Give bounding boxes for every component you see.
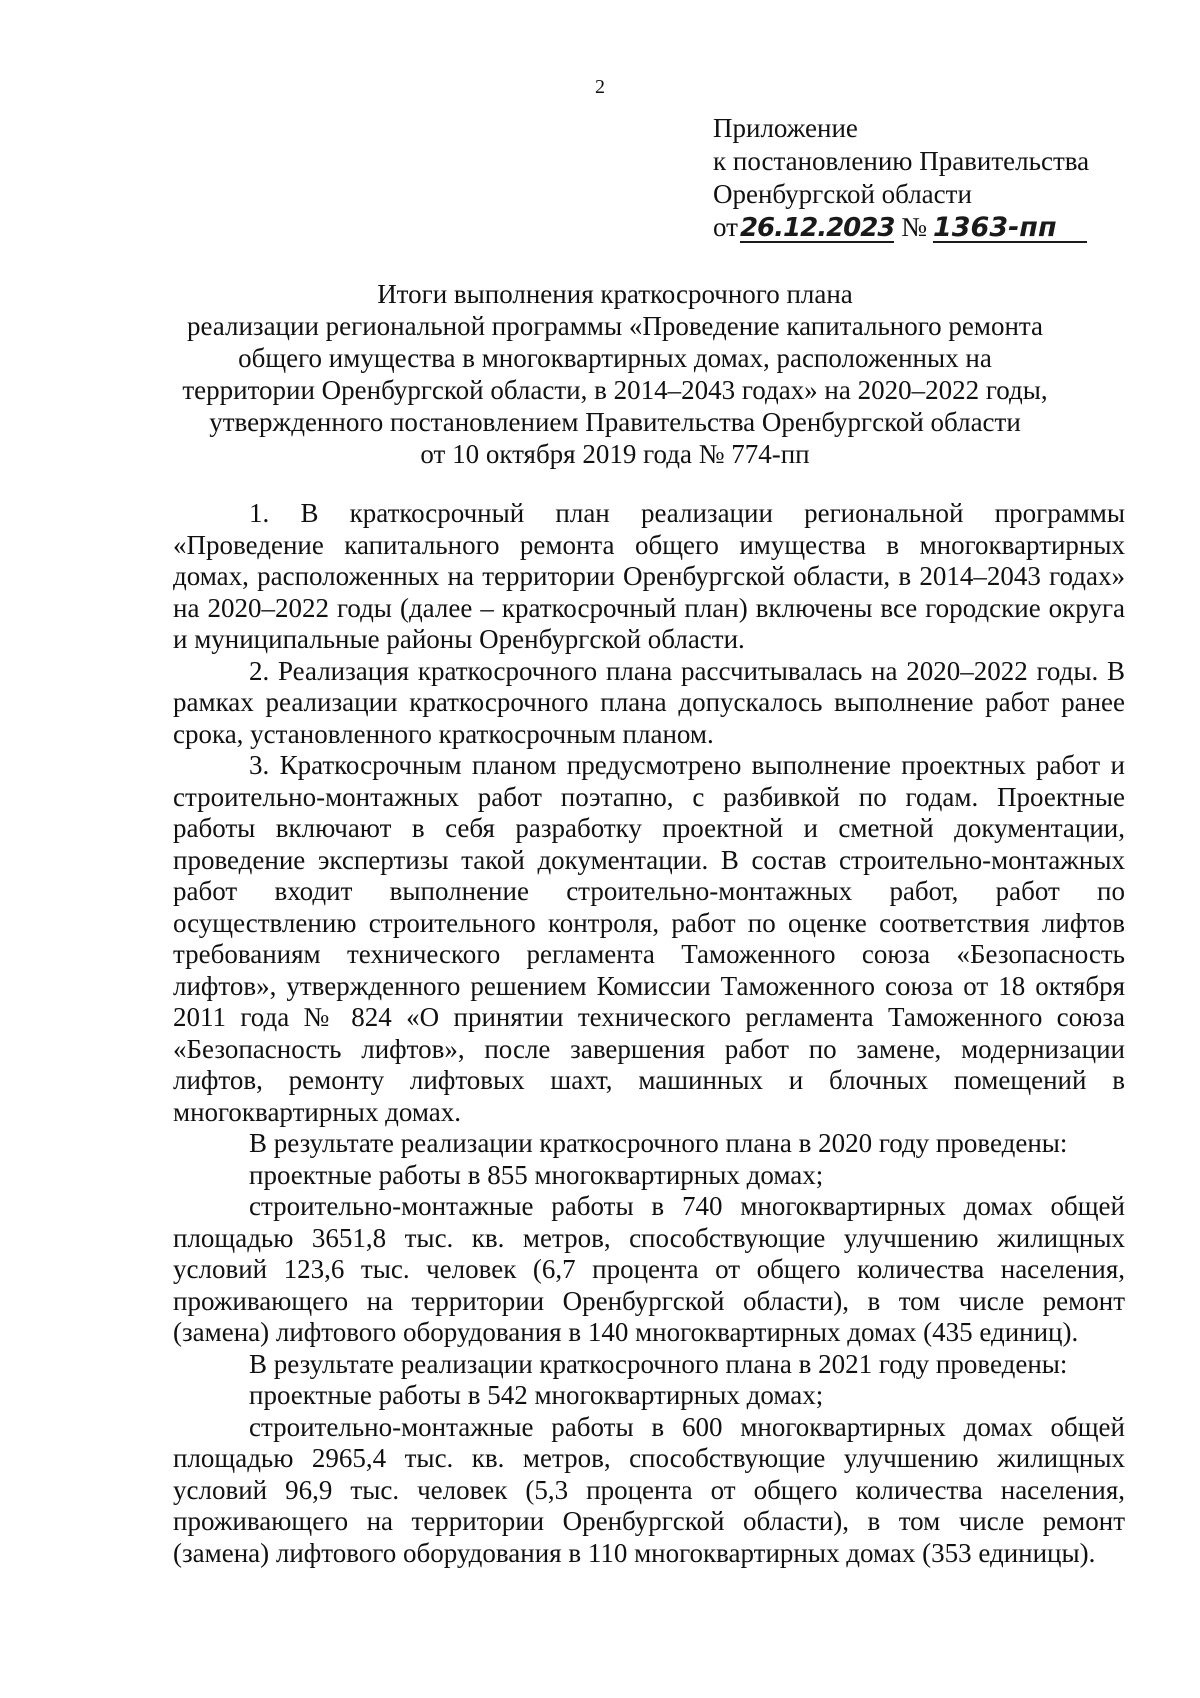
paragraph-2: 2. Реализация краткосрочного плана рассчитывалась на 2020–2022 годы. В рамках реализации краткосрочного плана допускалось выполнение работ ранее срока, установленного краткосрочным планом.	[173, 655, 1125, 749]
title-line: от 10 октября 2019 года № 774-пп	[420, 439, 810, 469]
title-line: общего имущества в многоквартирных домах, расположенных на	[238, 343, 992, 373]
appendix-header	[713, 112, 1089, 244]
title-line: территории Оренбургской области, в 2014–2043 годах» на 2020–2022 годы,	[182, 375, 1048, 405]
results-2021-construction: строительно-монтажные работы в 600 многоквартирных домах общей площадью 2965,4 тыс. кв. метров, способствующие улучшению жилищных условий 96,9 тыс. человек (5,3 процента от общего количества населения, проживающего на территории Оренбургской области), в том числе ремонт (замена) лифтового оборудования в 110 многоквартирных домах (353 единицы).	[173, 1411, 1125, 1568]
results-2021-intro: В результате реализации краткосрочного плана в 2021 году проведены:	[249, 1348, 1068, 1379]
handwritten-number: 1363-пп	[933, 215, 1087, 243]
number-sign: №	[901, 212, 927, 242]
document-title	[150, 278, 1080, 470]
results-2020-design: проектные работы в 855 многоквартирных домах;	[249, 1159, 824, 1190]
results-2021-design: проектные работы в 542 многоквартирных домах;	[249, 1380, 824, 1410]
appendix-date-number	[713, 211, 1089, 244]
appendix-reference: к постановлению Правительства	[713, 146, 1090, 176]
results-2020-intro: В результате реализации краткосрочного плана в 2020 году проведены:	[249, 1128, 1068, 1158]
title-line: Итоги выполнения краткосрочного плана	[377, 279, 853, 309]
paragraph-1: 1. В краткосрочный план реализации региональной программы «Проведение капитального ремонта общего имущества в многоквартирных домах, расположенных на территории Оренбургской области, в 2014–2043 годах» на 2020–2022 годы (далее – краткосрочный план) включены все городские округа и муниципальные районы Оренбургской области.	[173, 498, 1125, 654]
paragraph-3: 3. Краткосрочным планом предусмотрено выполнение проектных работ и строительно-монтажных работ поэтапно, с разбивкой по годам. Проектные работы включают в себя разработку проектной и сметной документации, проведение экспертизы такой документации. В состав строительно-монтажных работ входит выполнение строительно-монтажных работ, работ по осуществлению строительного контроля, работ по оценке соответствия лифтов требованиям технического регламента Таможенного союза «Безопасность лифтов», утвержденного решением Комиссии Таможенного союза от 18 октября 2011 года № 824 «О принятии технического регламента Таможенного союза «Безопасность лифтов», после завершения работ по замене, модернизации лифтов, ремонту лифтовых шахт, машинных и блочных помещений в многоквартирных домах.	[173, 750, 1125, 1127]
document-body	[173, 498, 1125, 1569]
title-line: реализации региональной программы «Проведение капитального ремонта	[186, 311, 1044, 341]
results-2020-construction: строительно-монтажные работы в 740 многоквартирных домах общей площадью 3651,8 тыс. кв. метров, способствующие улучшению жилищных условий 123,6 тыс. человек (6,7 процента от общего количества населения, проживающего на территории Оренбургской области), в том числе ремонт (замена) лифтового оборудования в 140 многоквартирных домах (435 единиц).	[173, 1191, 1125, 1347]
date-prefix: от	[713, 212, 738, 242]
appendix-region: Оренбургской области	[713, 179, 972, 209]
appendix-label: Приложение	[713, 113, 858, 143]
page-number: 2	[595, 76, 605, 98]
title-line: утвержденного постановлением Правительства Оренбургской области	[209, 407, 1021, 437]
handwritten-date: 26.12.2023	[739, 213, 895, 243]
